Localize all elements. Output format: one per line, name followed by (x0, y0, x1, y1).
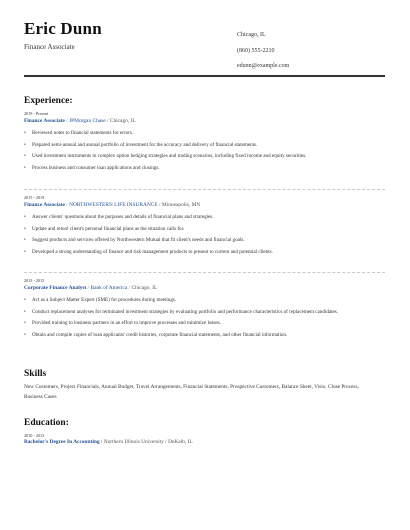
experience-heading: Experience: (24, 96, 73, 106)
job-title-line (24, 117, 386, 125)
skills-list: New Customers, Project Financials, Annual Budget, Travel Arrangements, Financial Statements, Prospective Customers, Balance Sheet, Visio, Close Process, Business Cases (24, 384, 359, 400)
job-bullets (24, 130, 386, 172)
separator: / (64, 202, 70, 208)
separator: / (99, 439, 104, 445)
separator: / (64, 118, 70, 124)
job-location: Minneapolis, MN (161, 202, 201, 208)
education-line (24, 439, 193, 445)
job-title-line (24, 284, 386, 292)
separator: / (86, 285, 91, 291)
job-bullet: • Conduct replacement analyses for terminated investment strategies by evaluating portfolio and performance characteristics of replacement candidates. (24, 309, 386, 316)
job-entry (24, 111, 386, 176)
job-bullet: • Process business and consumer loan applications and closings. (24, 165, 386, 172)
job-location: Chicago, IL (109, 118, 136, 124)
job-bullets (24, 214, 386, 256)
contact-email[interactable]: edunn@example.com (237, 63, 290, 69)
separator: / (157, 202, 162, 208)
job-bullet: • Update and retool client's personal financial plans as the situation calls for. (24, 226, 386, 233)
job-entry (24, 195, 386, 260)
job-bullet: • Obtain and compile copies of loan applicants' credit histories, corporate financial statements, and other financial information. (24, 332, 386, 339)
contact-phone: (860) 555-2210 (237, 47, 275, 54)
education-dates: 2010 - 2013 (24, 433, 45, 438)
job-title-line (24, 201, 386, 209)
job-bullet: • Provided training to business partners in an effort to improve processes and minimize losses. (24, 320, 386, 327)
job-title: Finance Associate (24, 202, 65, 208)
job-location: Chicago, IL (131, 285, 158, 291)
education-degree: Bachelor's Degree In Accounting (24, 439, 100, 445)
contact-location: Chicago, IL (237, 32, 266, 38)
separator: / (105, 118, 110, 124)
skills-heading: Skills (24, 369, 47, 379)
job-dates: 2015 - 2019 (24, 195, 45, 200)
job-bullet: • Answer clients' questions about the purposes and details of financial plans and strategies. (24, 214, 386, 221)
header-divider (24, 75, 385, 77)
contact-block (237, 28, 289, 75)
job-bullet: • Developed a strong understanding of finance and risk management products to present to current and potential clients. (24, 249, 386, 256)
section-divider (24, 272, 385, 273)
job-bullet: • Used investment instruments in complex option hedging strategies and trading scenarios, including fixed income and equity securities. (24, 153, 386, 160)
candidate-role: Finance Associate (24, 43, 75, 51)
section-divider (24, 189, 385, 190)
job-dates: 2019 - Present (24, 111, 49, 116)
job-title: Corporate Finance Analyst (24, 285, 87, 291)
separator: / (163, 439, 169, 445)
job-dates: 2013 - 2015 (24, 278, 45, 283)
education-location: DeKalb, IL (168, 439, 193, 445)
separator: / (127, 285, 132, 291)
education-heading: Education: (24, 418, 69, 428)
job-company: Bank of America (90, 285, 128, 291)
job-company: NORTHWESTERN LIFE INSURANCE (69, 202, 158, 208)
job-entry (24, 278, 386, 343)
job-bullet: • Suggest products and services offered by Northwestern Mutual that fit client's needs and financial goals. (24, 237, 386, 244)
job-bullet: • Act as a Subject Matter Expert (SME) for procedures during meetings. (24, 297, 386, 304)
job-bullets (24, 297, 386, 339)
candidate-name: Eric Dunn (24, 19, 102, 38)
job-bullet: • Prepared semi-annual and annual portfolio of investment for the accuracy and delivery of financial statements. (24, 142, 386, 149)
job-company: JPMorgan Chase (69, 118, 106, 124)
education-school: Northern Illinois University (103, 439, 164, 445)
job-title: Finance Associate (24, 118, 65, 124)
job-bullet: • Reviewed notes to financial statements for errors. (24, 130, 386, 137)
